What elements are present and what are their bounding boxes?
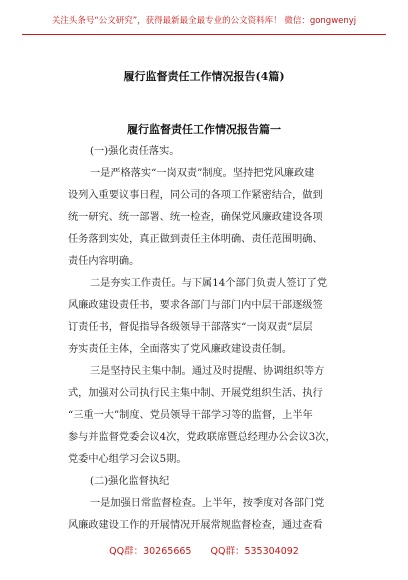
- body-line: 三是坚持民主集中制。通过及时提醒、协调组织等方: [90, 366, 325, 377]
- body-line: 责任内容明确。: [68, 256, 140, 267]
- body-line: 一是严格落实“一岗双责”制度。坚持把党风廉政建: [90, 168, 315, 179]
- body-line: 参与并监督党委会议4次，党政联席暨总经理办公会议3次，: [68, 432, 336, 443]
- footer-contact: [0, 543, 408, 557]
- footer-qq-group-2: QQ群：535304092: [210, 546, 299, 557]
- body-line: 风廉政建设工作的开展情况开展常规监督检查，通过查看: [68, 520, 323, 531]
- header-divider: [22, 34, 386, 35]
- body-line: 夯实责任主体，全面落实了党风廉政建设责任制。: [68, 344, 293, 355]
- body-line: 订责任书，督促指导各级领导干部落实“一岗双责”层层: [68, 322, 313, 333]
- body-line: “三重一大”制度、党员领导干部学习等的监督，上半年: [68, 410, 313, 421]
- section-title: 履行监督责任工作情况报告篇一: [127, 123, 281, 136]
- body-line: (二)强化监督执纪: [90, 476, 170, 487]
- body-line: 党委中心组学习会议5期。: [68, 454, 187, 465]
- body-line: 二是夯实工作责任。与下属14个部门负责人签订了党: [90, 278, 328, 289]
- body-line: (一)强化责任落实。: [90, 146, 180, 157]
- body-line: 式，加强对公司执行民主集中制、开展党组织生活、执行: [68, 388, 323, 399]
- body-line: 设列入重要议事日程，同公司的各项工作紧密结合，做到: [68, 190, 323, 201]
- document-title: 履行监督责任工作情况报告(4篇): [123, 70, 285, 83]
- body-line: 风廉政建设责任书，要求各部门与部门内中层干部逐级签: [68, 300, 323, 311]
- footer-qq-group-1: QQ群：30265665: [109, 546, 192, 557]
- body-line: 任务落到实处，真正做到责任主体明确、责任范围明确、: [68, 234, 323, 245]
- body-line: 一是加强日常监督检查。上半年，按季度对各部门党: [90, 498, 325, 509]
- header-promo-note: 关注头条号“公文研究”，获得最新最全最专业的公文资料库！ 微信：gongwenyj: [51, 16, 357, 26]
- body-line: 统一研究、统一部署、统一检查，确保党风廉政建设各项: [68, 212, 323, 223]
